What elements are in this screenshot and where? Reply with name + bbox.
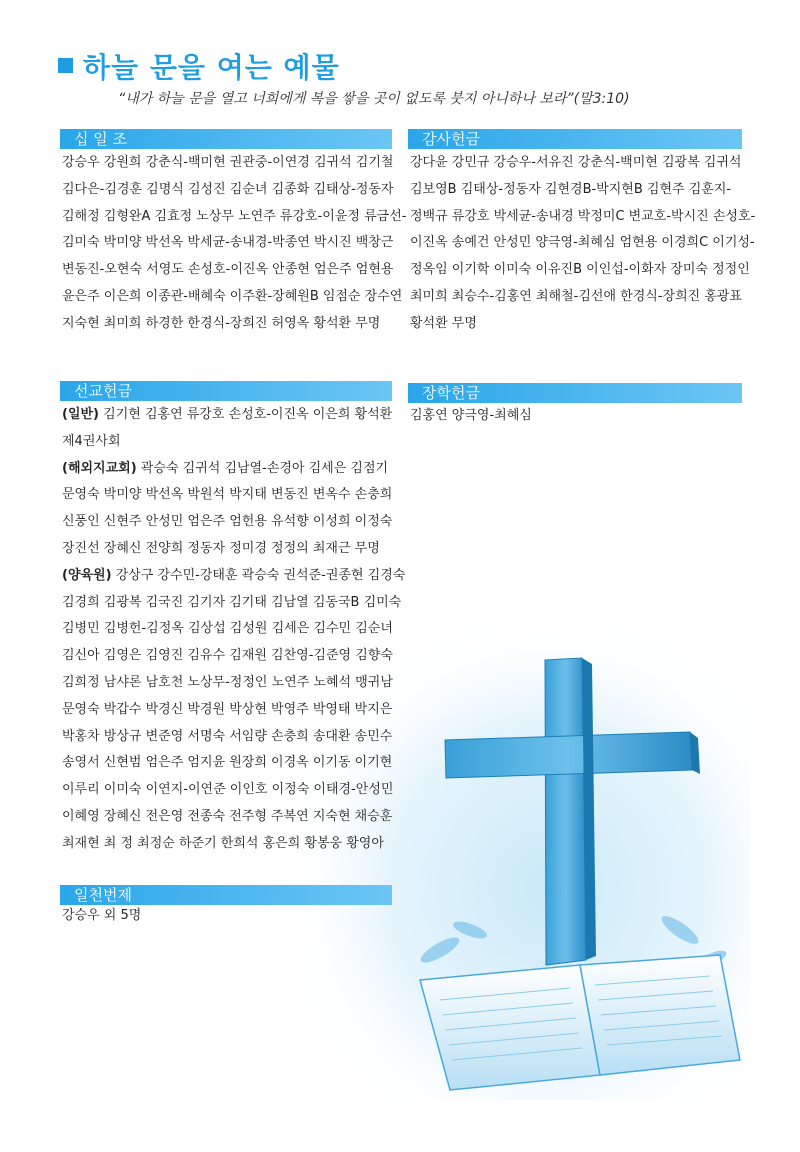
list-item: 김경희 김광복 김국진 김기자 김기태 김남열 김동국B 김미숙 — [62, 594, 402, 610]
list-item: 강승우 외 5명 — [62, 908, 142, 923]
page-title: 하늘 문을 여는 예물 — [83, 51, 340, 84]
millennium-heading: 일천번제 — [74, 886, 132, 904]
list-item: 강승우 강원희 강춘식-백미현 권관중-이연경 김귀석 김기철 — [62, 155, 394, 170]
list-item: 정백규 류강호 박세균-송내경 박정미C 변교호-박시진 손성호- — [410, 208, 756, 224]
list-item: 제4권사회 — [62, 433, 121, 449]
list-item: 이진옥 송예건 안성민 양극영-최혜심 엄현용 이경희C 이기성- — [410, 235, 755, 251]
nursing-label: (양육원) — [62, 567, 112, 583]
list-item: 김다은-김경훈 김명식 김성진 김순녀 김종화 김태상-정동자 — [62, 181, 394, 197]
list-item: 문영숙 박갑수 박경신 박경원 박상현 박영주 박영태 박지은 — [62, 701, 393, 717]
list-item: 윤은주 이은희 이종관-배혜숙 이주환-장혜원B 임점순 장수연 — [62, 288, 403, 304]
list-item: 김미숙 박미양 박선옥 박세균-송내경-박종연 박시진 백창근 — [62, 235, 394, 251]
list-item: 김보영B 김태상-정동자 김현경B-박지현B 김현주 김훈지- — [410, 181, 732, 197]
mission-header — [60, 381, 392, 401]
list-item: 변동진-오현숙 서영도 손성호-이진옥 안종현 엄은주 엄현용 — [62, 262, 394, 278]
scholarship-list — [410, 403, 532, 430]
general-names: 김기현 김홍연 류강호 손성호-이진옥 이은희 황석환 — [103, 407, 393, 422]
bible-verse: “내가 하늘 문을 열고 너희에게 복을 쌓을 곳이 없도록 붓지 아니하나 보라”(말3:10) — [118, 91, 630, 107]
list-item: 정옥임 이기학 이미숙 이유진B 이인섭-이화자 장미숙 정정인 — [410, 262, 750, 278]
tithe-header — [60, 129, 392, 149]
list-item — [62, 563, 405, 590]
overseas-label: (해외지교회) — [62, 460, 137, 476]
list-item: 김홍연 양극영-최혜심 — [410, 408, 532, 423]
millennium-list — [62, 903, 141, 930]
mission-list — [62, 402, 405, 858]
thanks-heading: 감사헌금 — [422, 130, 480, 148]
list-item — [62, 456, 405, 483]
list-item: 이루리 이미숙 이연지-이연준 이인호 이정숙 이태경-안성민 — [62, 782, 394, 798]
list-item: 이혜영 장혜신 전은영 전종숙 전주형 주복연 지숙현 채승훈 — [62, 808, 393, 824]
tithe-heading: 십 일 조 — [74, 130, 128, 148]
thanks-header — [408, 129, 742, 149]
thanks-list — [410, 150, 755, 338]
mission-heading: 선교헌금 — [74, 382, 132, 400]
list-item: 장진선 장혜신 전양희 정동자 정미경 정정의 최재근 무명 — [62, 540, 380, 556]
general-label: (일반) — [62, 407, 99, 422]
list-item: 박홍차 방상규 변준영 서명숙 서임량 손충희 송대환 송민수 — [62, 728, 393, 744]
list-item: 송영서 신현범 엄은주 엄지윤 원장희 이경옥 이기동 이기현 — [62, 755, 393, 771]
list-item: 황석환 무명 — [410, 315, 477, 331]
list-item: 신풍인 신현주 안성민 엄은주 엄헌용 유석향 이성희 이정숙 — [62, 514, 393, 530]
list-item: 김신아 김영은 김영진 김유수 김재원 김찬영-김준영 김향숙 — [62, 648, 393, 664]
title-bullet-icon — [58, 58, 73, 73]
list-item: 지숙현 최미희 하경한 한경식-장희진 허영옥 황석환 무명 — [62, 315, 381, 331]
list-item — [62, 402, 405, 429]
overseas-names: 곽승숙 김귀석 김남열-손경아 김세은 김점기 — [140, 460, 389, 476]
list-item: 문영숙 박미양 박선옥 박원석 박지태 변동진 변옥수 손충희 — [62, 487, 393, 503]
list-item: 강다윤 강민규 강승우-서유진 강춘식-백미현 김광복 김귀석 — [410, 155, 742, 170]
scholarship-heading: 장학헌금 — [422, 384, 480, 402]
list-item: 최미희 최승수-김홍연 최해철-김선애 한경식-장희진 홍광표 — [410, 288, 742, 304]
nursing-names: 강상구 강수민-강태훈 곽승숙 권석준-권종현 김경숙 — [115, 567, 406, 583]
scholarship-header — [408, 383, 742, 403]
tithe-list — [62, 150, 406, 338]
list-item: 김병민 김병헌-김정옥 김상섭 김성원 김세은 김수민 김순녀 — [62, 621, 393, 637]
list-item: 김희정 남샤론 남호천 노상무-정정인 노연주 노혜석 맹귀남 — [62, 674, 393, 690]
millennium-header — [60, 885, 392, 905]
list-item: 김해정 김형완A 김효정 노상무 노연주 류강호-이윤정 류금선- — [62, 208, 407, 224]
list-item: 최재현 최 정 최정순 하준기 한희석 홍은희 황봉웅 황영아 — [62, 835, 384, 851]
